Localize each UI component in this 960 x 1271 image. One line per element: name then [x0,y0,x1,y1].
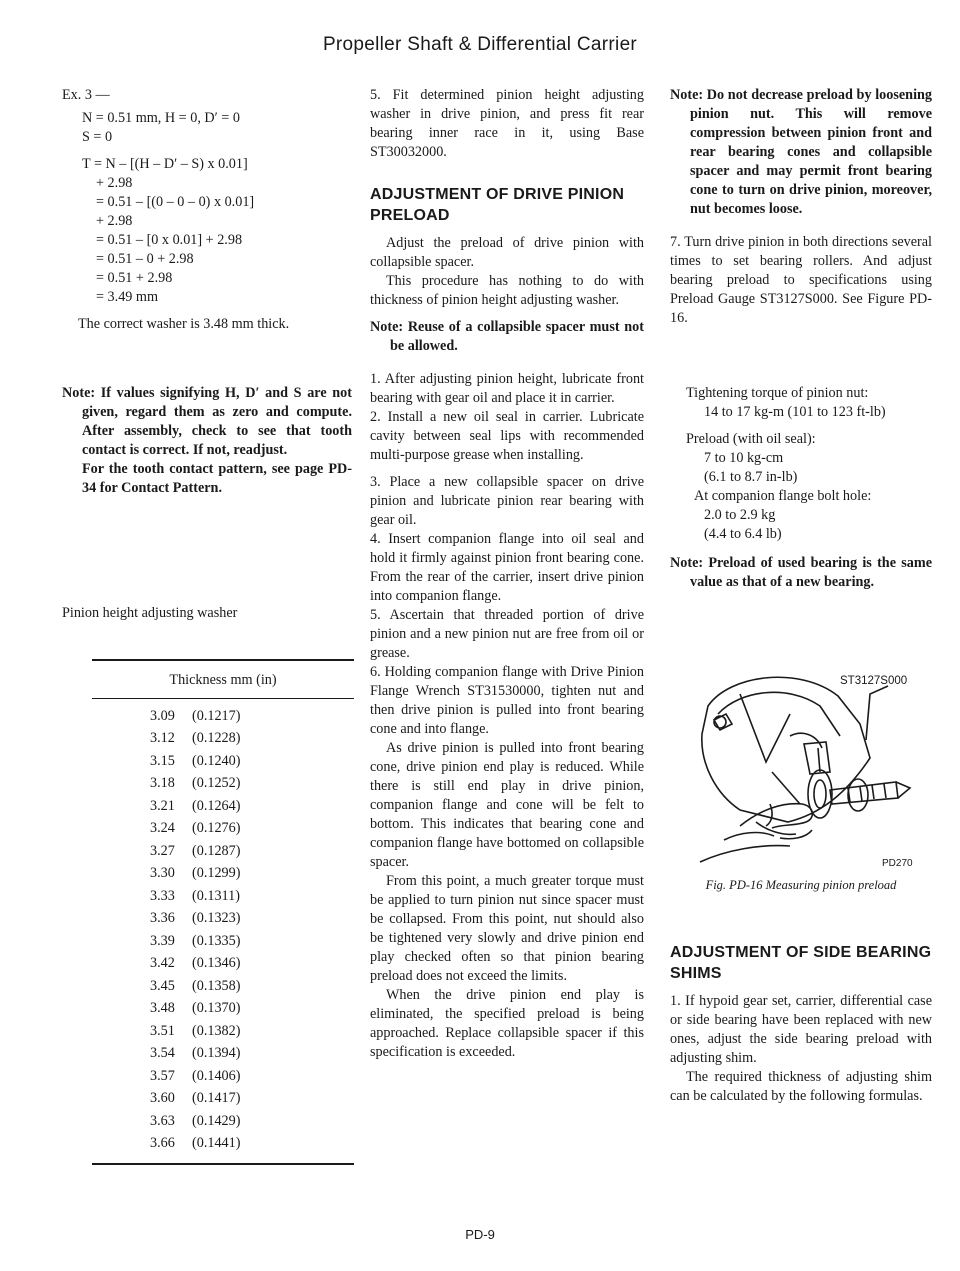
thickness-in: (0.1370) [192,1000,241,1017]
assembly-note: Note: If values signifying H, D′ and S are not given, regard them as zero and compute. After assembly, check to see that tooth contact is correct. If not, readjust. [62,385,352,458]
thickness-in: (0.1240) [192,752,241,769]
thickness-mm: 3.60 [150,1090,175,1107]
table-row [92,795,354,818]
thickness-in: (0.1287) [192,842,241,859]
calc-line: = 0.51 – [(0 – 0 – 0) x 0.01] [96,194,255,210]
thickness-in: (0.1441) [192,1135,241,1152]
step-1-side-bearing: 1. If hypoid gear set, carrier, differential case or side bearing have been replaced with new ones, adjust the side bearing preload with adjusting shim. [670,993,932,1066]
thickness-mm: 3.42 [150,955,175,972]
thickness-in: (0.1276) [192,820,241,837]
thickness-mm: 3.27 [150,842,175,859]
table-title: Pinion height adjusting washer [62,605,238,621]
table-row [92,728,354,751]
table-row [92,975,354,998]
body-paragraph: When the drive pinion end play is eliminated, the specified preload is being approached. Replace collapsible spacer if this specification is exceeded. [370,987,644,1060]
table-row [92,1043,354,1066]
right-column [670,86,932,1106]
flange-value: 2.0 to 2.9 kg [704,507,776,523]
thickness-mm: 3.36 [150,910,175,927]
preload-value: 7 to 10 kg-cm [704,450,784,466]
thickness-mm: 3.66 [150,1135,175,1152]
figure-caption: Fig. PD-16 Measuring pinion preload [705,878,897,892]
table-row [92,818,354,841]
left-column [62,86,352,1165]
page-header: Propeller Shaft & Differential Carrier [322,34,638,55]
thickness-mm: 3.54 [150,1045,175,1062]
table-row [92,840,354,863]
intro-paragraph: Adjust the preload of drive pinion with collapsible spacer. [370,235,644,270]
table-row [92,705,354,728]
thickness-in: (0.1406) [192,1067,241,1084]
thickness-in: (0.1394) [192,1045,241,1062]
table-row [92,998,354,1021]
thickness-mm: 3.45 [150,977,175,994]
thickness-in: (0.1429) [192,1112,241,1129]
body-paragraph: As drive pinion is pulled into front bearing cone, drive pinion end play is reduced. While there is still end play in drive pinion, companion flange and cone will be felt to bottom. This indicates that bearing cone and companion flange have bottomed on collapsible spacer. [370,740,644,870]
calc-line: = 0.51 + 2.98 [96,270,173,286]
figure-code: PD270 [882,858,913,869]
thickness-mm: 3.33 [150,887,175,904]
thickness-in: (0.1417) [192,1090,241,1107]
preload-gauge-illustration [670,654,932,870]
table-row [92,953,354,976]
step-5: 5. Ascertain that threaded portion of drive pinion and a new pinion nut are free from oil or grease. [370,607,644,661]
thickness-mm: 3.30 [150,865,175,882]
calc-line: = 0.51 – 0 + 2.98 [96,251,194,267]
step-7: 7. Turn drive pinion in both directions several times to set bearing rollers. And adjust bearing preload to specifications using Preload Gauge ST3127S000. See Figure PD-16. [670,234,932,326]
calc-line: T = N – [(H – D′ – S) x 0.01] [82,156,248,172]
thickness-in: (0.1323) [192,910,241,927]
middle-column [370,86,644,1062]
thickness-in: (0.1335) [192,932,241,949]
thickness-mm: 3.18 [150,775,175,792]
example-label: Ex. 3 — [62,87,110,103]
step-3: 3. Place a new collapsible spacer on drive pinion and lubricate pinion rear bearing with gear oil. [370,474,644,528]
step-1: 1. After adjusting pinion height, lubricate front bearing with gear oil and place it in carrier. [370,371,644,406]
thickness-in: (0.1382) [192,1022,241,1039]
used-bearing-note: Note: Preload of used bearing is the same value as that of a new bearing. [670,555,932,590]
thickness-mm: 3.63 [150,1112,175,1129]
table-body [92,699,354,1163]
table-row [92,1110,354,1133]
table-row [92,1133,354,1156]
table-row [92,885,354,908]
thickness-in: (0.1311) [192,887,240,904]
page-number: PD-9 [465,1227,495,1242]
example-calculation [62,155,352,307]
table-row [92,930,354,953]
table-row [92,773,354,796]
thickness-in: (0.1358) [192,977,241,994]
step-5-fit-washer: 5. Fit determined pinion height adjusting washer in drive pinion, and press fit rear bearing inner race in it, using Base ST30032000. [370,87,644,160]
thickness-in: (0.1299) [192,865,241,882]
step-6: 6. Holding companion flange with Drive Pinion Flange Wrench ST31530000, tighten nut and then drive pinion is pulled into front bearing cone and into flange. [370,664,644,737]
flange-value-lb: (4.4 to 6.4 lb) [704,526,782,542]
reuse-spacer-note: Note: Reuse of a collapsible spacer must not be allowed. [370,319,644,354]
thickness-mm: 3.21 [150,797,175,814]
flange-label: At companion flange bolt hole: [694,488,872,504]
preload-label: Preload (with oil seal): [686,431,816,447]
thickness-in: (0.1217) [192,707,241,724]
table-row [92,863,354,886]
body-paragraph: From this point, a much greater torque must be applied to turn pinion nut since spacer must be collapsed. From this point, nut should also be tightened very slowly and drive pinion end play checked often so that pinion bearing preload does not exceed the limits. [370,873,644,984]
table-header: Thickness mm (in) [169,672,277,688]
torque-value: 14 to 17 kg-m (101 to 123 ft-lb) [704,404,886,420]
table-row [92,1065,354,1088]
thickness-in: (0.1264) [192,797,241,814]
intro-paragraph: This procedure has nothing to do with thickness of pinion height adjusting washer. [370,273,644,308]
tool-label: ST3127S000 [840,675,908,687]
body-paragraph: The required thickness of adjusting shim can be calculated by the following formulas. [670,1069,932,1104]
calc-line: = 3.49 mm [96,289,158,305]
torque-label: Tightening torque of pinion nut: [686,385,869,401]
table-row [92,1088,354,1111]
table-row [92,1020,354,1043]
example-conclusion: The correct washer is 3.48 mm thick. [78,316,290,332]
washer-table [62,659,352,1165]
thickness-in: (0.1252) [192,775,241,792]
thickness-in: (0.1228) [192,730,241,747]
step-4: 4. Insert companion flange into oil seal and hold it firmly against pinion front bearing cone. From the rear of the carrier, insert drive pinion into companion flange. [370,531,644,604]
figure-pd-16 [670,654,932,890]
step-2: 2. Install a new oil seal in carrier. Lubricate cavity between seal lips with recommended multi-purpose grease when installing. [370,409,644,463]
thickness-mm: 3.51 [150,1022,175,1039]
table-bottom-rule [92,1163,354,1165]
thickness-mm: 3.48 [150,1000,175,1017]
contact-pattern-note: For the tooth contact pattern, see page PD-34 for Contact Pattern. [82,461,352,496]
thickness-mm: 3.39 [150,932,175,949]
preload-note: Note: Do not decrease preload by loosening pinion nut. This will remove compression between pinion front and rear bearing cones and collapsible spacer and may permit front bearing cone to turn on drive pinion, moreover, nut becomes loose. [670,87,932,217]
section-title-drive-pinion-preload: ADJUSTMENT OF DRIVE PINION PRELOAD [370,186,625,224]
preload-value-in: (6.1 to 8.7 in-lb) [704,469,798,485]
thickness-in: (0.1346) [192,955,241,972]
spec-block [670,384,932,544]
table-row [92,750,354,773]
thickness-mm: 3.12 [150,730,175,747]
table-row [92,908,354,931]
thickness-mm: 3.24 [150,820,175,837]
calc-line: + 2.98 [96,175,133,191]
calc-line: = 0.51 – [0 x 0.01] + 2.98 [96,232,243,248]
thickness-mm: 3.57 [150,1067,175,1084]
calc-line: + 2.98 [96,213,133,229]
thickness-mm: 3.09 [150,707,175,724]
thickness-mm: 3.15 [150,752,175,769]
section-title-side-bearing-shims: ADJUSTMENT OF SIDE BEARING SHIMS [670,944,932,982]
example-givens-2: S = 0 [82,129,113,145]
example-givens: N = 0.51 mm, H = 0, D′ = 0 [82,110,240,126]
